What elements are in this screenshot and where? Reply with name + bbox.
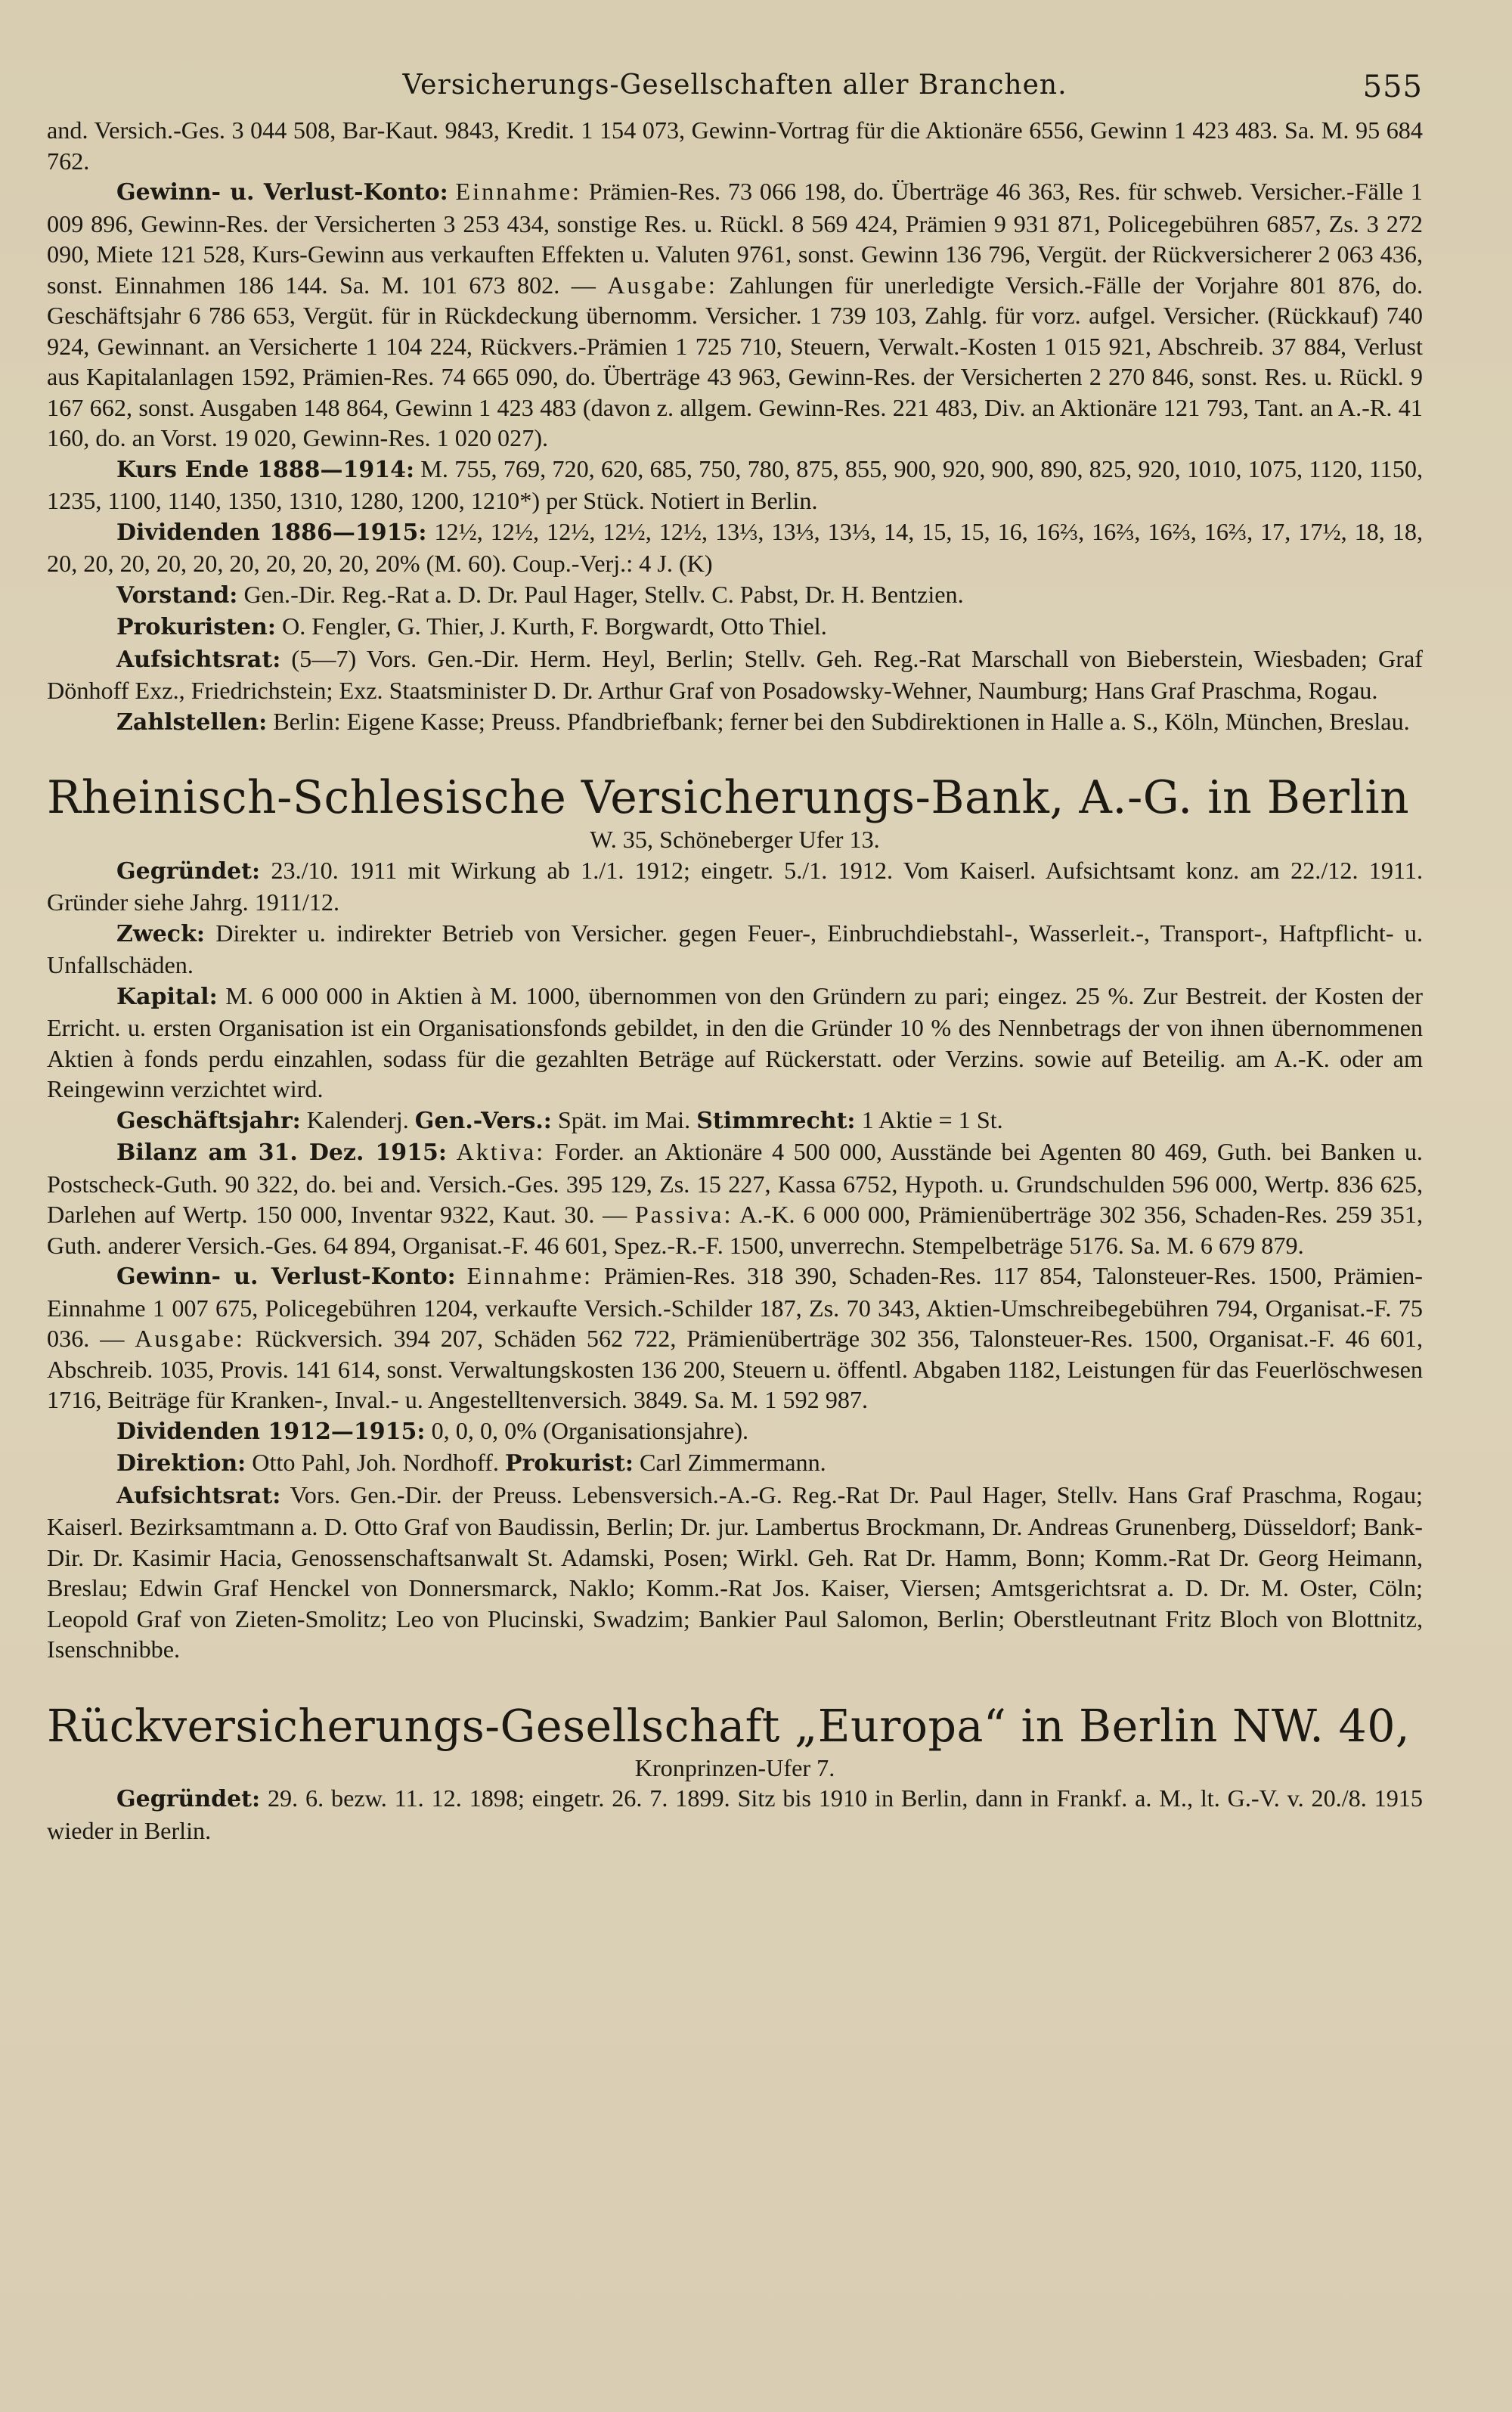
aktiva-label: Aktiva:: [456, 1138, 546, 1165]
company-address: Kronprinzen-Ufer 7.: [634, 1753, 835, 1781]
dividenden-paragraph: Dividenden 1912—1915: 0, 0, 0, 0% (Organisationsjahre).: [116, 1416, 749, 1445]
dividenden-paragraph: Dividenden 1886—1915: 12½, 12½, 12½, 12½, 12½, 13⅓, 13⅓, 13⅓, 14, 15, 15, 16, 16⅔, 16⅔, 16⅔, 16⅔, 17, 17½, 18, 18, 20, 20, 20, 20, 20, 20, 20, 20, 20, 20% (M. 60). Coup.-Verj.: 4 J. (K): [47, 517, 1423, 577]
page-number: 555: [1362, 70, 1423, 104]
zahlstellen-paragraph: Zahlstellen: Berlin: Eigene Kasse; Preuss. Pfandbriefbank; ferner bei den Subdirektionen in Halle a. S., Köln, München, Breslau.: [116, 707, 1410, 736]
direktion-paragraph: Direktion: Otto Pahl, Joh. Nordhoff. Prokurist: Carl Zimmermann.: [116, 1449, 826, 1477]
prokuristen-paragraph: Prokuristen: O. Fengler, G. Thier, J. Kurth, F. Borgwardt, Otto Thiel.: [116, 612, 827, 640]
gegruendet-label: Gegründet:: [116, 857, 261, 885]
ausgabe-label: Ausgabe:: [135, 1325, 245, 1352]
gen-vers-label: Gen.-Vers.:: [414, 1107, 552, 1134]
einnahme-label: Einnahme:: [466, 1262, 593, 1289]
zweck-label: Zweck:: [116, 920, 205, 947]
prokuristen-label: Prokuristen:: [116, 614, 276, 640]
dividenden-label: Dividenden 1912—1915:: [116, 1418, 426, 1445]
section-continued-entry: [47, 115, 1423, 738]
geschaeftsjahr-label: Geschäftsjahr:: [116, 1107, 301, 1134]
gegruendet-paragraph: Gegründet: 29. 6. bezw. 11. 12. 1898; eingetr. 26. 7. 1899. Sitz bis 1910 in Berlin, dann in Frankf. a. M., lt. G.-V. v. 20./8. 1915 wieder in Berlin.: [47, 1784, 1423, 1844]
guv-label: Gewinn- u. Verlust-Konto:: [116, 1263, 456, 1290]
kurs-label: Kurs Ende 1888—1914:: [116, 456, 415, 483]
dividenden-label: Dividenden 1886—1915:: [116, 519, 427, 546]
company-heading: Rückversicherungs-Gesellschaft „Europa“ in Berlin NW. 40,: [47, 1700, 1411, 1752]
kurs-paragraph: Kurs Ende 1888—1914: M. 755, 769, 720, 620, 685, 750, 780, 875, 855, 900, 920, 900, 890, 825, 920, 1010, 1075, 1120, 1150, 1235, 1100, 1140, 1350, 1310, 1280, 1200, 1210*) per Stück. Notiert in Berlin.: [47, 454, 1424, 514]
einnahme-label: Einnahme:: [455, 178, 581, 205]
direktion-label: Direktion:: [116, 1450, 246, 1477]
company-address: W. 35, Schöneberger Ufer 13.: [590, 826, 880, 853]
guv-label: Gewinn- u. Verlust-Konto:: [116, 179, 448, 206]
geschaeftsjahr-paragraph: Geschäftsjahr: Kalenderj. Gen.-Vers.: Spät. im Mai. Stimmrecht: 1 Aktie = 1 St.: [116, 1105, 1003, 1134]
zweck-paragraph: Zweck: Direkter u. indirekter Betrieb von Versicher. gegen Feuer-, Einbruchdiebstahl-, Wasserleit.-, Transport-, Haftpflicht- u. Unfallschäden.: [47, 919, 1423, 978]
company-entry-europa: [47, 1700, 1423, 1846]
guv-paragraph: Gewinn- u. Verlust-Konto: Einnahme: Prämien-Res. 318 390, Schaden-Res. 117 854, Talonsteuer-Res. 1500, Prämien-Einnahme 1 007 675, Policegebühren 1204, verkaufte Versich.-Schilder 187, Zs. 70 343, Aktien-Umschreibegebühren 794, Organisat.-F. 75 036. — Ausgabe: Rückversich. 394 207, Schäden 562 722, Prämienüberträge 302 356, Talonsteuer-Res. 1500, Organisat.-F. 46 601, Abschreib. 1035, Provis. 141 614, sonst. Verwaltungskosten 136 200, Steuern u. öffentl. Abgaben 1182, Leistungen für das Feuerlöschwesen 1716, Beiträge für Kranken-, Inval.- u. Angestelltenversich. 3849. Sa. M. 1 592 987.: [47, 1262, 1423, 1413]
bilanz-label: Bilanz am 31. Dez. 1915:: [116, 1139, 447, 1166]
guv-paragraph: Gewinn- u. Verlust-Konto: Einnahme: Prämien-Res. 73 066 198, do. Überträge 46 363, Res. für schweb. Versicher.-Fälle 1 009 896, Gewinn-Res. der Versicherten 3 253 434, sonstige Res. u. Rückl. 8 569 424, Prämien 9 931 871, Policegebühren 6857, Zs. 3 272 090, Miete 121 528, Kurs-Gewinn aus verkauften Effekten u. Valuten 9761, sonst. Gewinn 136 796, Vergüt. der Rückversicherer 2 063 436, sonst. Einnahmen 186 144. Sa. M. 101 673 802. — Ausgabe: Zahlungen für unerledigte Versich.-Fälle der Vorjahre 801 876, do. Geschäftsjahr 6 786 653, Vergüt. für in Rückdeckung übernomm. Versicher. 1 739 103, Zahlg. für vorz. aufgel. Versicher. (Rückkauf) 740 924, Gewinnant. an Versicherte 1 104 224, Rückvers.-Prämien 1 725 710, Steuern, Verwalt.-Kosten 1 015 921, Abschreib. 37 884, Verlust aus Kapitalanlagen 1592, Prämien-Res. 74 665 090, do. Überträge 43 963, Gewinn-Res. der Versicherten 2 270 846, sonst. Res. u. Rückl. 9 167 662, sonst. Ausgaben 148 864, Gewinn 1 423 483 (davon z. allgem. Gewinn-Res. 221 483, Div. an Aktionäre 121 793, Tant. an A.-R. 41 160, do. an Vorst. 19 020, Gewinn-Res. 1 020 027).: [47, 178, 1423, 451]
prokurist-label: Prokurist:: [504, 1450, 634, 1477]
gegruendet-paragraph: Gegründet: 23./10. 1911 mit Wirkung ab 1./1. 1912; eingetr. 5./1. 1912. Vom Kaiserl. Aufsichtsamt konz. am 22./12. 1911. Gründer siehe Jahrg. 1911/12.: [47, 856, 1423, 916]
company-heading: Rheinisch-Schlesische Versicherungs-Bank, A.-G. in Berlin: [47, 771, 1410, 824]
aufsichtsrat-paragraph: Aufsichtsrat: (5—7) Vors. Gen.-Dir. Herm. Heyl, Berlin; Stellv. Geh. Reg.-Rat Marschall von Bieberstein, Wiesbaden; Graf Dönhoff Exz., Friedrichstein; Exz. Staatsminister D. Dr. Arthur Graf von Posadowsky-Wehner, Naumburg; Hans Graf Praschma, Rogau.: [47, 644, 1423, 704]
running-head-title: Versicherungs-Gesellschaften aller Branchen.: [402, 70, 1067, 101]
passiva-label: Passiva:: [634, 1201, 733, 1228]
stimmrecht-label: Stimmrecht:: [696, 1107, 856, 1134]
company-entry-rheinisch-schlesische: [47, 771, 1423, 1665]
aufsichtsrat-paragraph: Aufsichtsrat: Vors. Gen.-Dir. der Preuss. Lebensversich.-A.-G. Reg.-Rat Dr. Paul Hager, Stellv. Hans Graf Praschma, Rogau; Kaiserl. Bezirksamtmann a. D. Otto Graf von Baudissin, Berlin; Dr. jur. Lambertus Brockmann, Dr. Andreas Grunenberg, Düsseldorf; Bank-Dir. Dr. Kasimir Hacia, Genossenschaftsanwalt St. Adamski, Posen; Wirkl. Geh. Rat Dr. Hamm, Bonn; Komm.-Rat Dr. Georg Heimann, Breslau; Edwin Graf Henckel von Donnersmarck, Naklo; Komm.-Rat Jos. Kaiser, Viersen; Amtsgerichtsrat a. D. Dr. M. Oster, Cöln; Leopold Graf von Zieten-Smolitz; Leo von Plucinski, Swadzim; Bankier Paul Salomon, Berlin; Oberstleutnant Fritz Bloch von Blottnitz, Isenschnibbe.: [47, 1480, 1423, 1663]
bilanz-paragraph: Bilanz am 31. Dez. 1915: Aktiva: Forder. an Aktionäre 4 500 000, Ausstände bei Agenten 80 469, Guth. bei Banken u. Postscheck-Guth. 90 322, do. bei and. Versich.-Ges. 395 129, Zs. 15 227, Kassa 6752, Hypoth. u. Grundschulden 596 000, Wertp. 836 625, Darlehen auf Wertp. 150 000, Inventar 9322, Kaut. 30. — Passiva: A.-K. 6 000 000, Prämienüberträge 302 356, Schaden-Res. 259 351, Guth. anderer Versich.-Ges. 64 894, Organisat.-F. 46 601, Spez.-R.-F. 1500, unverrechn. Stempelbeträge 5176. Sa. M. 6 679 879.: [47, 1138, 1423, 1259]
ausgabe-label: Ausgabe:: [607, 271, 717, 299]
vorstand-label: Vorstand:: [116, 581, 238, 609]
running-head: [47, 70, 1423, 115]
vorstand-paragraph: Vorstand: Gen.-Dir. Reg.-Rat a. D. Dr. Paul Hager, Stellv. C. Pabst, Dr. H. Bentzien.: [116, 580, 964, 609]
kapital-label: Kapital:: [116, 983, 218, 1010]
gegruendet-label: Gegründet:: [116, 1786, 261, 1812]
aufsichtsrat-label: Aufsichtsrat:: [116, 1482, 281, 1509]
aufsichtsrat-label: Aufsichtsrat:: [116, 646, 281, 673]
kapital-paragraph: Kapital: M. 6 000 000 in Aktien à M. 1000, übernommen von den Gründern zu pari; eingez. 25 %. Zur Bestreit. der Kosten der Erricht. u. ersten Organisation ist ein Organisationsfonds gebildet, in den die Gründer 10 % des Nennbetrags der von ihnen übernommenen Aktien à fonds perdu einzahlen, sodass für die gezahlten Beträge auf Rückerstatt. oder Verzins. sowie auf Beteilig. am A.-K. oder am Reingewinn verzichtet wird.: [47, 981, 1423, 1102]
zahlstellen-label: Zahlstellen:: [116, 708, 268, 736]
balance-continuation: and. Versich.-Ges. 3 044 508, Bar-Kaut. 9843, Kredit. 1 154 073, Gewinn-Vortrag für die Aktionäre 6556, Gewinn 1 423 483. Sa. M. 95 684 762.: [47, 116, 1423, 175]
